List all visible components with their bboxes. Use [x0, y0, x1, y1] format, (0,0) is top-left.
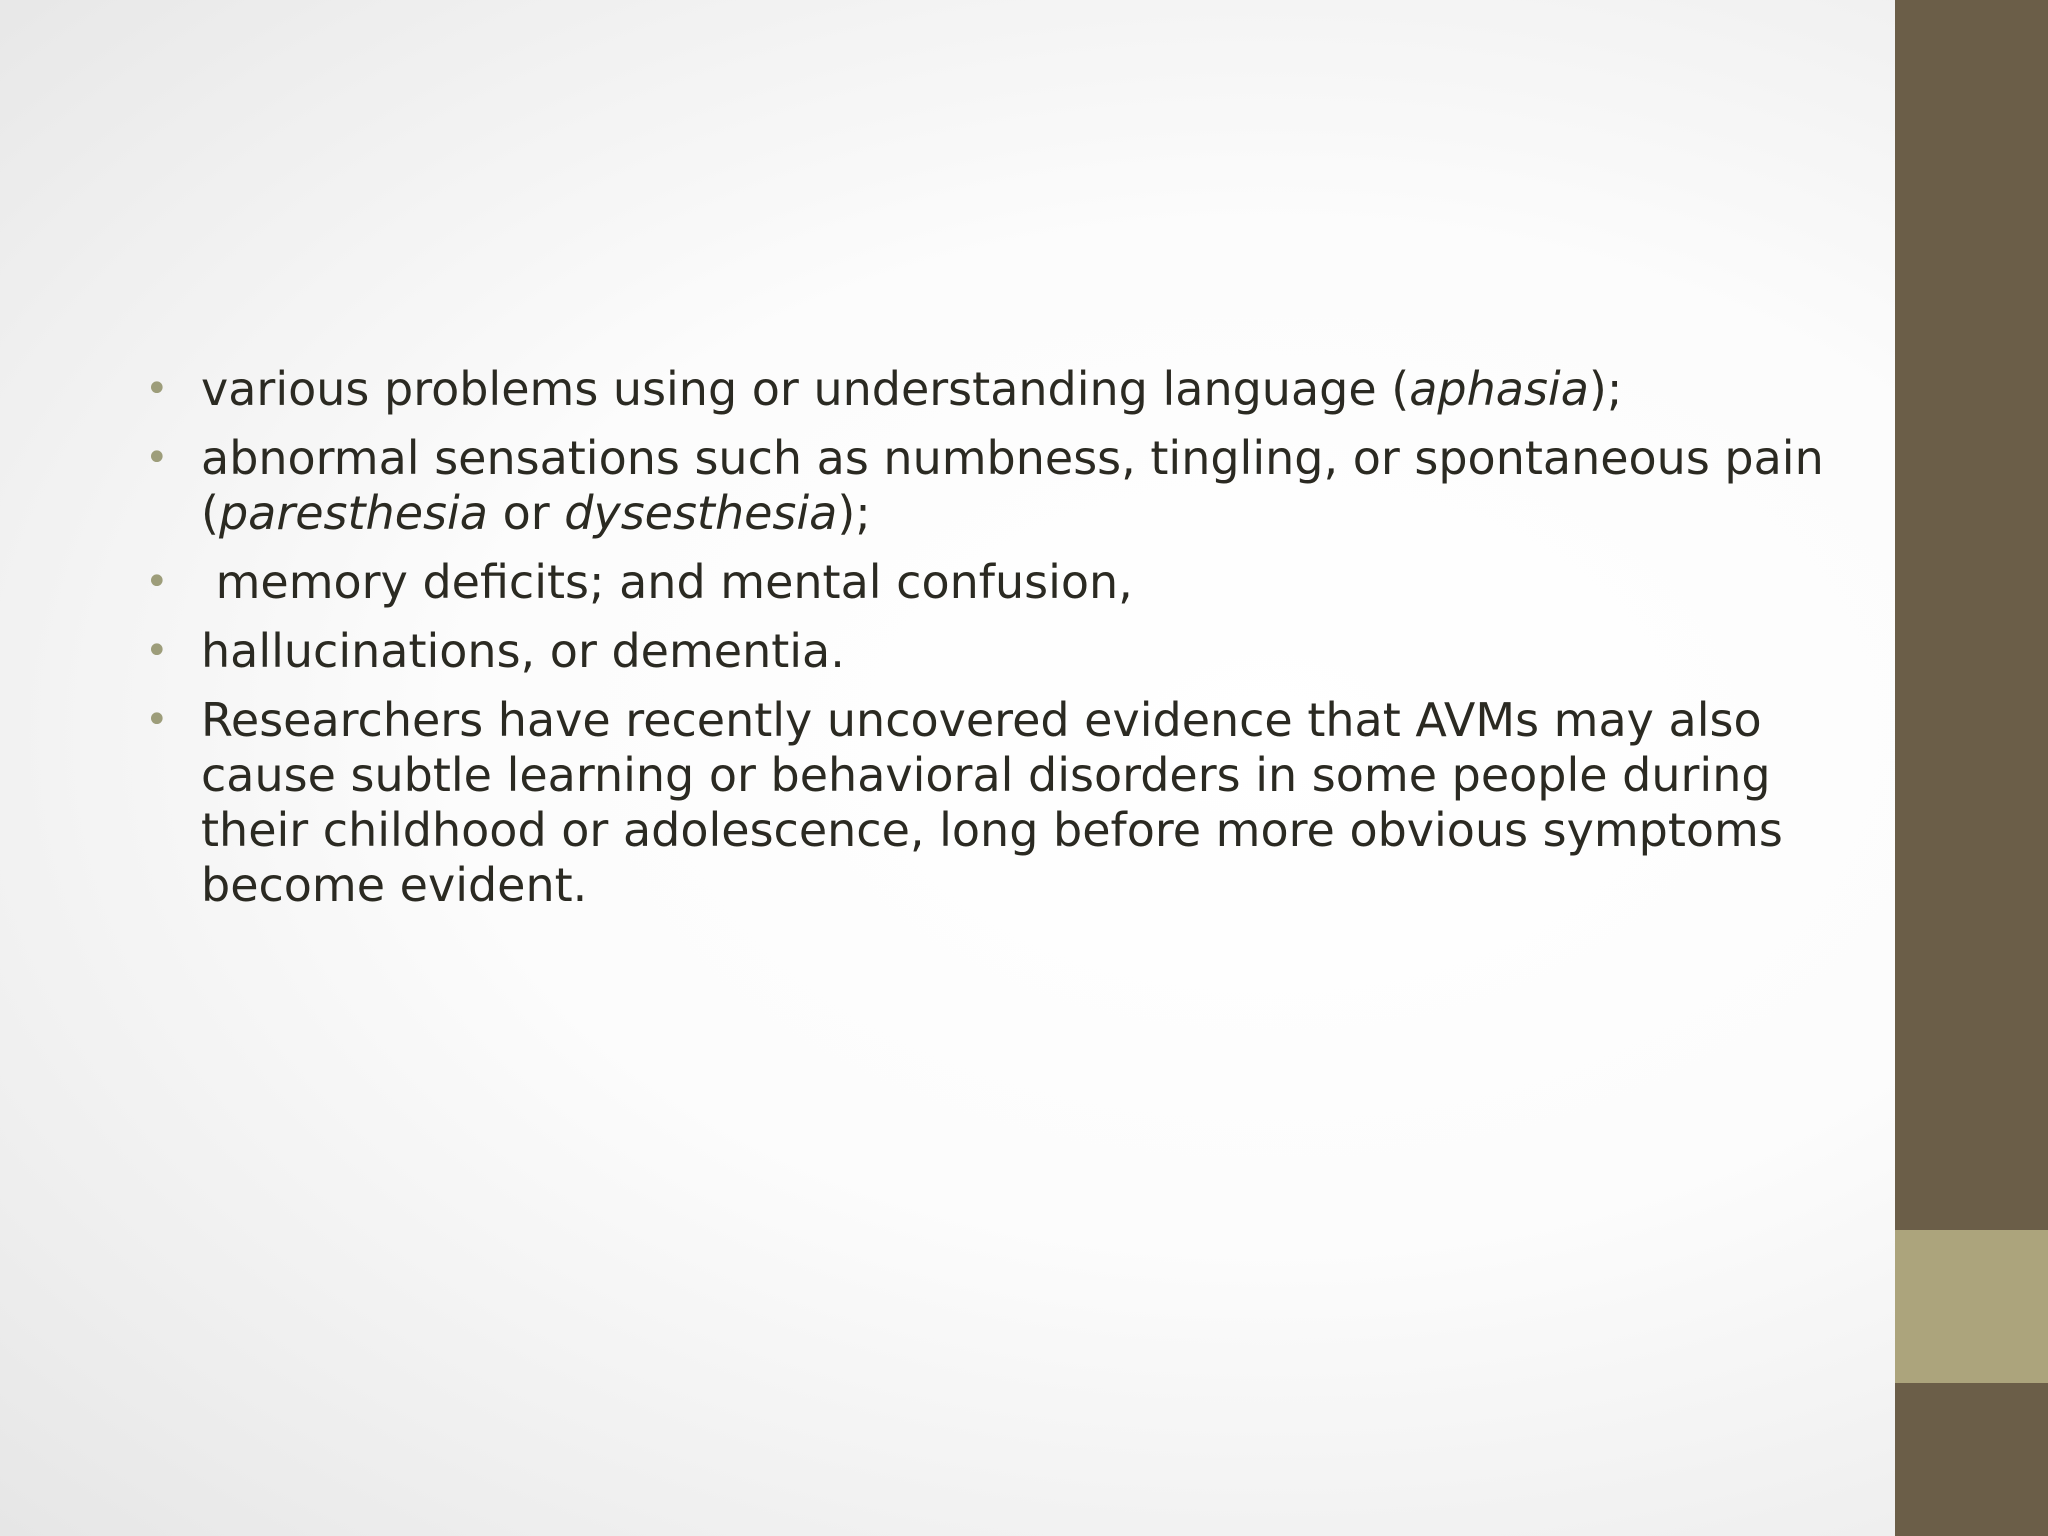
bullet-icon: •	[145, 366, 169, 412]
bullet-text: hallucinations, or dementia.	[201, 624, 845, 678]
bullet-text: Researchers have recently uncovered evidence that AVMs may also cause subtle learning or behavioral disorders in some people during their childhood or adolescence, long before more obvious symptoms become evident.	[201, 693, 1783, 912]
italic-term: paresthesia	[218, 486, 488, 540]
italic-term: aphasia	[1409, 362, 1589, 416]
bullet-item-sensations	[145, 431, 1825, 541]
bullet-text: abnormal sensations such as numbness, tingling, or spontaneous pain (paresthesia or dysesthesia);	[201, 431, 1824, 540]
bullet-icon: •	[145, 697, 169, 743]
bullet-text: various problems using or understanding language (aphasia);	[201, 362, 1623, 416]
bullet-icon: •	[145, 628, 169, 674]
side-bar-accent-block	[1895, 1230, 2048, 1383]
bullet-item-aphasia	[145, 362, 1825, 417]
bullet-item-hallucinations	[145, 624, 1825, 679]
bullet-item-researchers	[145, 693, 1825, 913]
italic-term: dysesthesia	[564, 486, 838, 540]
bullet-text: memory deficits; and mental confusion,	[201, 555, 1133, 609]
bullet-list	[145, 362, 1825, 927]
bullet-icon: •	[145, 435, 169, 481]
bullet-icon: •	[145, 559, 169, 605]
bullet-item-memory	[145, 555, 1825, 610]
